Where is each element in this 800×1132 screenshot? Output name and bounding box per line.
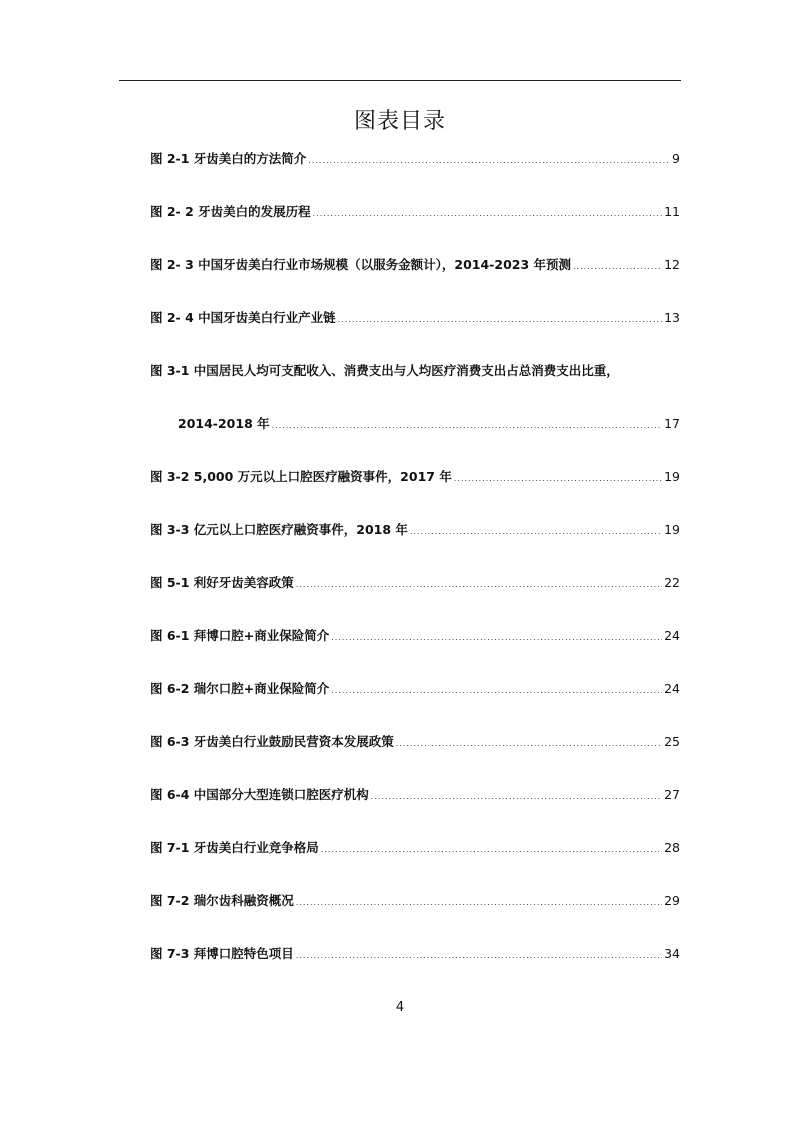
toc-entry-label: 图 2-1 牙齿美白的方法简介: [150, 151, 307, 166]
toc-leader-dots: [410, 521, 662, 543]
toc-entry-label: 图 3-1 中国居民人均可支配收入、消费支出与人均医疗消费支出占总消费支出比重，: [150, 363, 619, 378]
toc-leader-dots: [331, 680, 662, 702]
toc-entry-page: 24: [664, 681, 680, 696]
toc-leader-dots: [296, 892, 662, 914]
toc-leader-dots: [296, 945, 662, 967]
toc-leader-dots: [573, 256, 662, 278]
toc-entry[interactable]: [150, 519, 680, 572]
toc-leader-dots: [272, 415, 662, 437]
toc-leader-dots: [338, 309, 662, 331]
toc-entry-page: 17: [664, 416, 680, 431]
toc-entry-page: 28: [664, 840, 680, 855]
toc-entry-page: 29: [664, 893, 680, 908]
toc-leader-dots: [454, 468, 662, 490]
toc-entry-page: 11: [664, 204, 680, 219]
toc-leader-dots: [296, 574, 662, 596]
toc-entry[interactable]: [150, 254, 680, 307]
toc-entry[interactable]: [150, 731, 680, 784]
toc-leader-dots: [371, 786, 662, 808]
toc-entry[interactable]: [150, 625, 680, 678]
toc-leader-dots: [331, 627, 662, 649]
toc-entry-label: 图 2- 3 中国牙齿美白行业市场规模（以服务金额计），2014-2023 年预测: [150, 257, 572, 272]
toc-entry[interactable]: [150, 890, 680, 943]
toc-entry[interactable]: [150, 572, 680, 625]
toc-entry-label: 图 7-2 瑞尔齿科融资概况: [150, 893, 294, 908]
toc-entry[interactable]: [150, 837, 680, 890]
toc-entry[interactable]: [150, 943, 680, 996]
header-rule: [119, 80, 681, 81]
toc-entry[interactable]: [150, 201, 680, 254]
toc-entry-page: 13: [664, 310, 680, 325]
toc-leader-dots: [308, 150, 670, 172]
toc-entry[interactable]: [150, 307, 680, 360]
toc-entry[interactable]: [150, 148, 680, 201]
toc-leader-dots: [313, 203, 662, 225]
toc-entry-page: 24: [664, 628, 680, 643]
toc-entry-page: 12: [664, 257, 680, 272]
toc-entry-page: 19: [664, 522, 680, 537]
toc-entry-page: 22: [664, 575, 680, 590]
page-title: 图表目录: [353, 109, 446, 134]
toc-leader-dots: [396, 733, 662, 755]
toc-entry-label: 图 6-2 瑞尔口腔+商业保险简介: [150, 681, 330, 696]
toc-entry-label-continued: 2014-2018 年: [178, 416, 270, 431]
toc-entry-label: 图 5-1 利好牙齿美容政策: [150, 575, 294, 590]
toc-entry[interactable]: [150, 678, 680, 731]
toc-entry-label: 图 3-3 亿元以上口腔医疗融资事件，2018 年: [150, 522, 408, 537]
toc-entry-label: 图 7-1 牙齿美白行业竞争格局: [150, 840, 319, 855]
toc-entry-label: 图 7-3 拜博口腔特色项目: [150, 946, 294, 961]
toc-entry-label: 图 6-4 中国部分大型连锁口腔医疗机构: [150, 787, 369, 802]
toc-entry-label: 图 6-1 拜博口腔+商业保险简介: [150, 628, 330, 643]
toc-entry-page: 34: [664, 946, 680, 961]
toc-entry-label: 图 2- 4 中国牙齿美白行业产业链: [150, 310, 336, 325]
page-number: 4: [395, 1000, 405, 1015]
toc-entry[interactable]: [150, 360, 680, 466]
toc-entry-page: 27: [664, 787, 680, 802]
toc-entry-page: 25: [664, 734, 680, 749]
toc-entry-label: 图 6-3 牙齿美白行业鼓励民营资本发展政策: [150, 734, 394, 749]
toc-entry[interactable]: [150, 466, 680, 519]
toc-entry-label: 图 2- 2 牙齿美白的发展历程: [150, 204, 311, 219]
toc-entry-page: 9: [672, 151, 680, 166]
figure-toc: [150, 148, 680, 996]
toc-leader-dots: [321, 839, 662, 861]
toc-entry-label: 图 3-2 5,000 万元以上口腔医疗融资事件，2017 年: [150, 469, 452, 484]
toc-entry[interactable]: [150, 784, 680, 837]
toc-entry-page: 19: [664, 469, 680, 484]
